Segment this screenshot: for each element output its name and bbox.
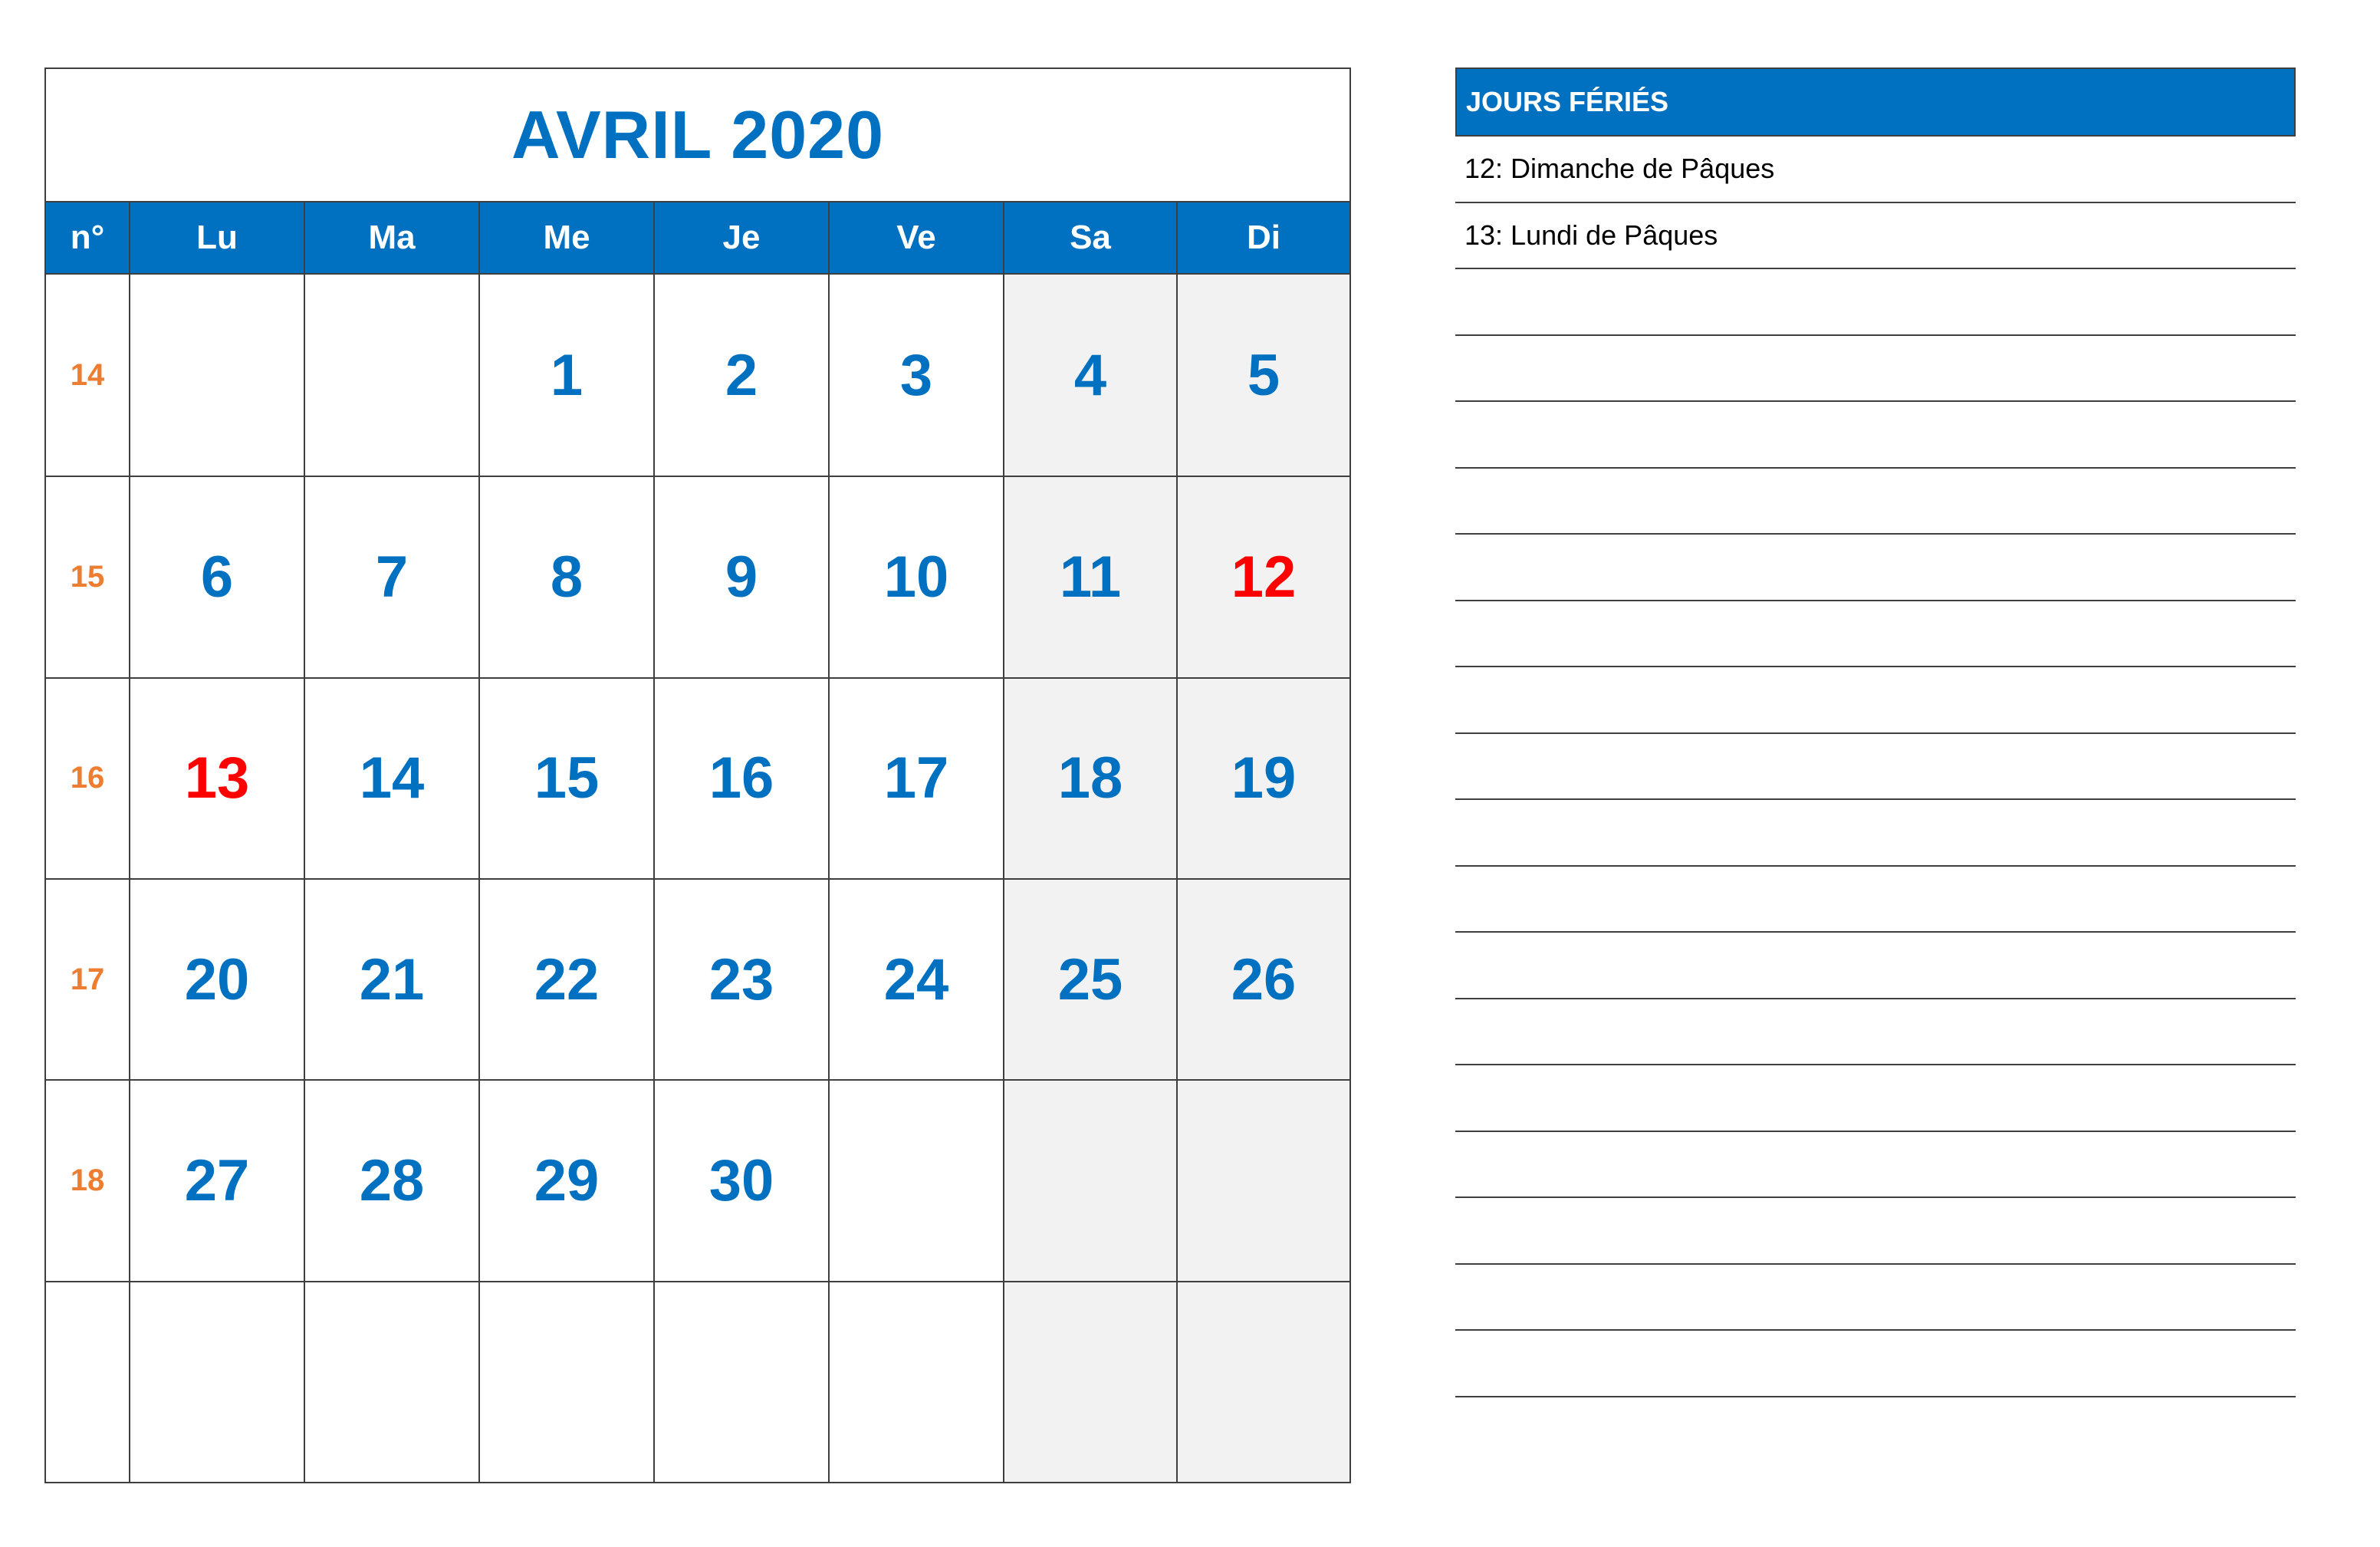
holiday-line: [1455, 999, 2296, 1066]
holiday-line: [1455, 336, 2296, 403]
day-cell: 9: [653, 476, 828, 676]
day-cell: 28: [304, 1079, 478, 1280]
day-header-me: Me: [478, 202, 653, 273]
day-cell: 4: [1003, 275, 1176, 476]
day-cell: 3: [828, 275, 1003, 476]
day-cell: 6: [129, 476, 304, 676]
holiday-line: [1455, 1331, 2296, 1397]
day-header-sa: Sa: [1003, 202, 1176, 273]
day-cell: 20: [129, 878, 304, 1079]
day-cell: [653, 1281, 828, 1482]
day-cell: 17: [828, 677, 1003, 878]
month-title: AVRIL 2020: [511, 97, 885, 173]
day-cell: 29: [478, 1079, 653, 1280]
holiday-line: [1455, 867, 2296, 933]
day-cell: 1: [478, 275, 653, 476]
day-cell: 27: [129, 1079, 304, 1280]
holiday-line: [1455, 402, 2296, 469]
day-cell: 11: [1003, 476, 1176, 676]
week-number: 15: [46, 476, 129, 676]
day-cell: 30: [653, 1079, 828, 1280]
day-cell: 14: [304, 677, 478, 878]
holiday-line: [1455, 269, 2296, 336]
holiday-line: [1455, 734, 2296, 801]
week-number: 14: [70, 357, 105, 392]
holiday-line: [1455, 1132, 2296, 1199]
holiday-line: 13: Lundi de Pâques: [1455, 203, 2296, 270]
week-number: 18: [46, 1079, 129, 1280]
holiday-line: [1455, 469, 2296, 535]
day-header-ma: Ma: [304, 202, 478, 273]
day-cell: 24: [828, 878, 1003, 1079]
holiday-line: [1455, 535, 2296, 601]
day-cell: 15: [478, 677, 653, 878]
weekday-header-row: [46, 201, 1349, 275]
holiday-line: [1455, 601, 2296, 668]
holiday-line: [1455, 1065, 2296, 1132]
month-calendar: [44, 67, 1351, 1483]
day-cell: 19: [1176, 677, 1349, 878]
day-cell: [828, 1281, 1003, 1482]
day-cell: 10: [828, 476, 1003, 676]
day-cell: 16: [653, 677, 828, 878]
day-header-lu: Lu: [129, 202, 304, 273]
day-cell: [304, 275, 478, 476]
day-cell: 12: [1176, 476, 1349, 676]
day-cell: [129, 1281, 304, 1482]
holiday-line: [1455, 1265, 2296, 1331]
day-cell: 5: [1176, 275, 1349, 476]
day-header-ve: Ve: [828, 202, 1003, 273]
week-number: 17: [46, 878, 129, 1079]
day-cell: [1003, 1079, 1176, 1280]
day-cell: [129, 275, 304, 476]
holidays-list: [1455, 137, 2296, 1397]
holiday-line: [1455, 800, 2296, 867]
holiday-line: [1455, 933, 2296, 999]
day-header-je: Je: [653, 202, 828, 273]
week-number-header: n°: [70, 219, 105, 256]
holidays-panel: [1455, 67, 2296, 1397]
day-cell: 2: [653, 275, 828, 476]
day-cell: [1003, 1281, 1176, 1482]
day-cell: [478, 1281, 653, 1482]
week-number: [46, 1281, 129, 1482]
day-cell: 22: [478, 878, 653, 1079]
calendar-grid: [46, 275, 1349, 1482]
day-cell: [1176, 1281, 1349, 1482]
holiday-line: [1455, 1198, 2296, 1265]
day-cell: [828, 1079, 1003, 1280]
holidays-title: JOURS FÉRIÉS: [1455, 67, 2296, 137]
day-cell: [1176, 1079, 1349, 1280]
day-cell: 7: [304, 476, 478, 676]
day-cell: 26: [1176, 878, 1349, 1079]
day-cell: 23: [653, 878, 828, 1079]
day-header-di: Di: [1176, 202, 1349, 273]
day-cell: 13: [129, 677, 304, 878]
day-cell: 21: [304, 878, 478, 1079]
holiday-line: [1455, 667, 2296, 734]
day-cell: [304, 1281, 478, 1482]
holiday-line: 12: Dimanche de Pâques: [1455, 137, 2296, 203]
day-cell: 8: [478, 476, 653, 676]
week-number: 16: [46, 677, 129, 878]
day-cell: 18: [1003, 677, 1176, 878]
day-cell: 25: [1003, 878, 1176, 1079]
